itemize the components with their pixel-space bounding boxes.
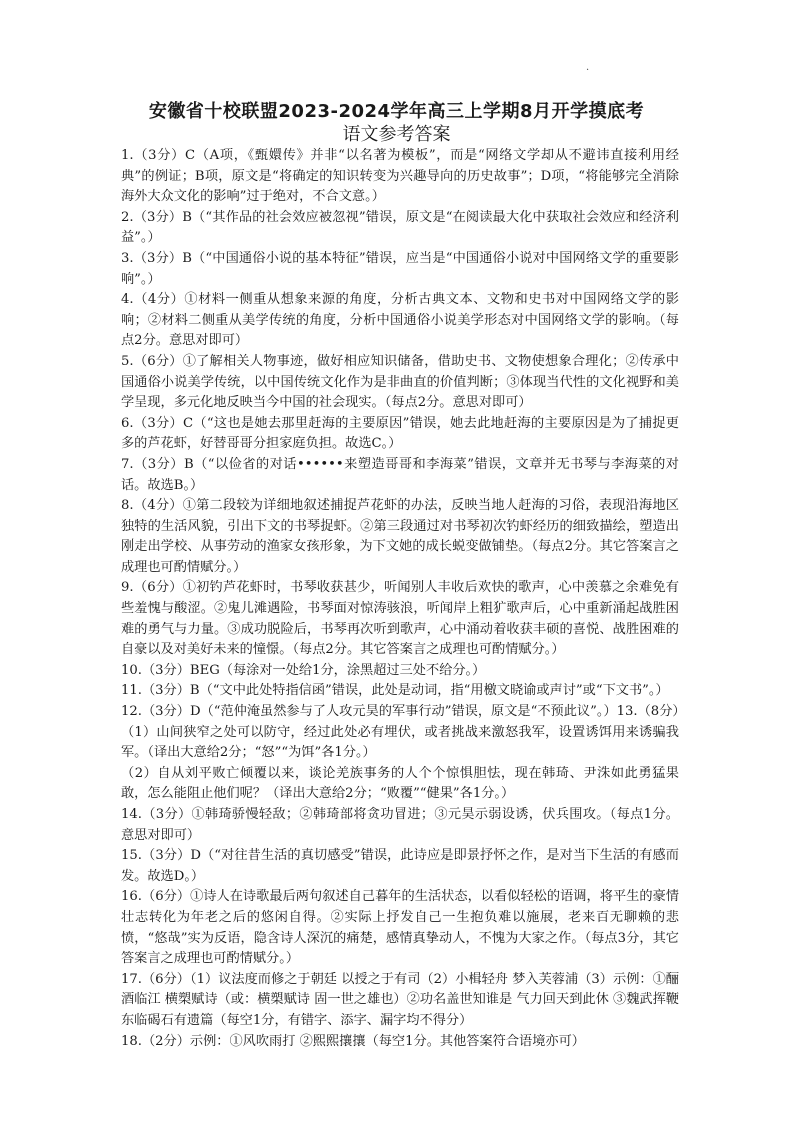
answer-item-2: 2.（3分）B（“其作品的社会效应被忽视”错误，原文是“在阅读最大化中获取社会效应和经济利益”。） [121, 209, 679, 246]
answer-item-8: 8.（4分）①第二段较为详细地叙述捕捉芦花虾的办法，反映当地人赶海的习俗，表现沿海地区独特的生活风貌，引出下文的书琴捉虾。②第三段通过对书琴初次钓虾经历的细致描绘，塑造出刚走出学校、从事劳动的渔家女孩形象，为下文她的成长蜕变做铺垫。（每点2分。其它答案言之成理也可酌情赋分。） [121, 498, 679, 575]
answer-item-9: 9.（6分）①初钓芦花虾时，书琴收获甚少，听闻别人丰收后欢快的歌声，心中羡慕之余难免有些羞愧与酸涩。②鬼儿滩遇险，书琴面对惊涛骇浪，听闻岸上粗犷歌声后，心中重新涌起战胜困难的勇气与力量。③成功脱险后，书琴再次听到歌声，心中涌动着收获丰硕的喜悦、战胜困难的自豪以及对美好未来的憧憬。（每点2分。其它答案言之成理也可酌情赋分。） [121, 580, 679, 658]
answer-item-14: 14.（3分）①韩琦骄慢轻敌；②韩琦部将贪功冒进；③元昊示弱设诱，伏兵围攻。（每点1分。意思对即可） [121, 807, 679, 843]
answer-item-7: 7.（3分）B（“以俭省的对话••••••来塑造哥哥和李海菜”错误，文章并无书琴与李海菜的对话。故选B。） [121, 456, 679, 493]
answer-item-16: 16.（6分）①诗人在诗歌最后两句叙述自己暮年的生活状态，以看似轻松的语调，将平生的豪情壮志转化为年老之后的悠闲自得。②实际上抒发自己一生抱负难以施展，老来百无聊赖的悲愤，“悠哉”实为反语，隐含诗人深沉的痛楚，感情真挚动人，不愧为大家之作。（每点3分，其它答案言之成理也可酌情赋分。） [121, 889, 679, 967]
answer-item-1: 1.（3分）C（A项，《甄嬛传》并非“以名著为模板”，而是“网络文学却从不避讳直接利用经典”的例证；B项，原文是“将确定的知识转变为兴趣导向的历史故事”；D项，“将能够完全消除海外大众文化的影响”过于绝对，不合文意。） [121, 148, 679, 205]
answer-item-13-part2: （2）自从刘平败亡倾覆以来，谈论羌族事务的人个个惊惧胆怯，现在韩琦、尹洙如此勇猛果敢，怎么能阻止他们呢？（译出大意给2分；“败覆”“健果”各1分。） [121, 765, 679, 802]
answer-item-10: 10.（3分）BEG（每涂对一处给1分，涂黑超过三处不给分。） [121, 662, 486, 678]
answer-item-4: 4.（4分）①材料一侧重从想象来源的角度，分析古典文本、文物和史书对中国网络文学的影响；②材料二侧重从美学传统的角度，分析中国通俗小说美学形态对中国网络文学的影响。（每点2分。意思对即可） [121, 292, 679, 349]
answer-item-11: 11.（3分）B（“文中此处特指信函”错误，此处是动词，指“用檄文晓谕或声讨”或“下文书”。） [121, 683, 669, 699]
document-title: 安徽省十校联盟2023-2024学年高三上学期8月开学摸底考 [148, 101, 645, 122]
corner-mark: · [586, 65, 590, 76]
answer-item-12-13: 12.（3分）D（“范仲淹虽然参与了人攻元昊的军事行动”错误，原文是“不预此议”。）13.（8分）（1）山间狭窄之处可以防守，经过此处必有埋伏，或者挑战来激怒我军，设置诱饵用来诱骗我军。（译出大意给2分；“怒”“为饵”各1分。） [121, 704, 679, 761]
answer-item-3: 3.（3分）B（“中国通俗小说的基本特征”错误，应当是“中国通俗小说对中国网络文学的重要影响”。） [121, 250, 679, 287]
answer-item-15: 15.（3分）D（“对往昔生活的真切感受”错误，此诗应是即景抒怀之作，是对当下生活的有感而发。故选D。） [121, 848, 679, 884]
answer-item-6: 6.（3分）C（“这也是她去那里赶海的主要原因”错误，她去此地赶海的主要原因是为了捕捉更多的芦花虾，好替哥哥分担家庭负担。故选C。） [121, 415, 679, 452]
answer-item-18: 18.（2分）示例：①风吹雨打 ②熙熙攘攘（每空1分。其他答案符合语境亦可） [121, 1033, 585, 1049]
answer-list [121, 146, 679, 1052]
answer-item-17: 17.（6分）（1）议法度而修之于朝廷 以授之于有司（2）小楫轻舟 梦入芙蓉浦（3）示例：①酾酒临江 横槊赋诗（或：横槊赋诗 固一世之雄也）②功名盖世知谁是 气力回天到此休 ③魏武挥鞭 东临碣石有遗篇（每空1分，有错字、添字、漏字均不得分） [121, 971, 679, 1028]
document-subtitle: 语文参考答案 [342, 124, 451, 145]
answer-item-5: 5.（6分）①了解相关人物事迹，做好相应知识储备，借助史书、文物使想象合理化；②传承中国通俗小说美学传统，以中国传统文化作为是非曲直的价值判断；③体现当代性的文化视野和美学呈现，多元化地反映当今中国的社会现实。（每点2分。意思对即可） [121, 353, 679, 411]
